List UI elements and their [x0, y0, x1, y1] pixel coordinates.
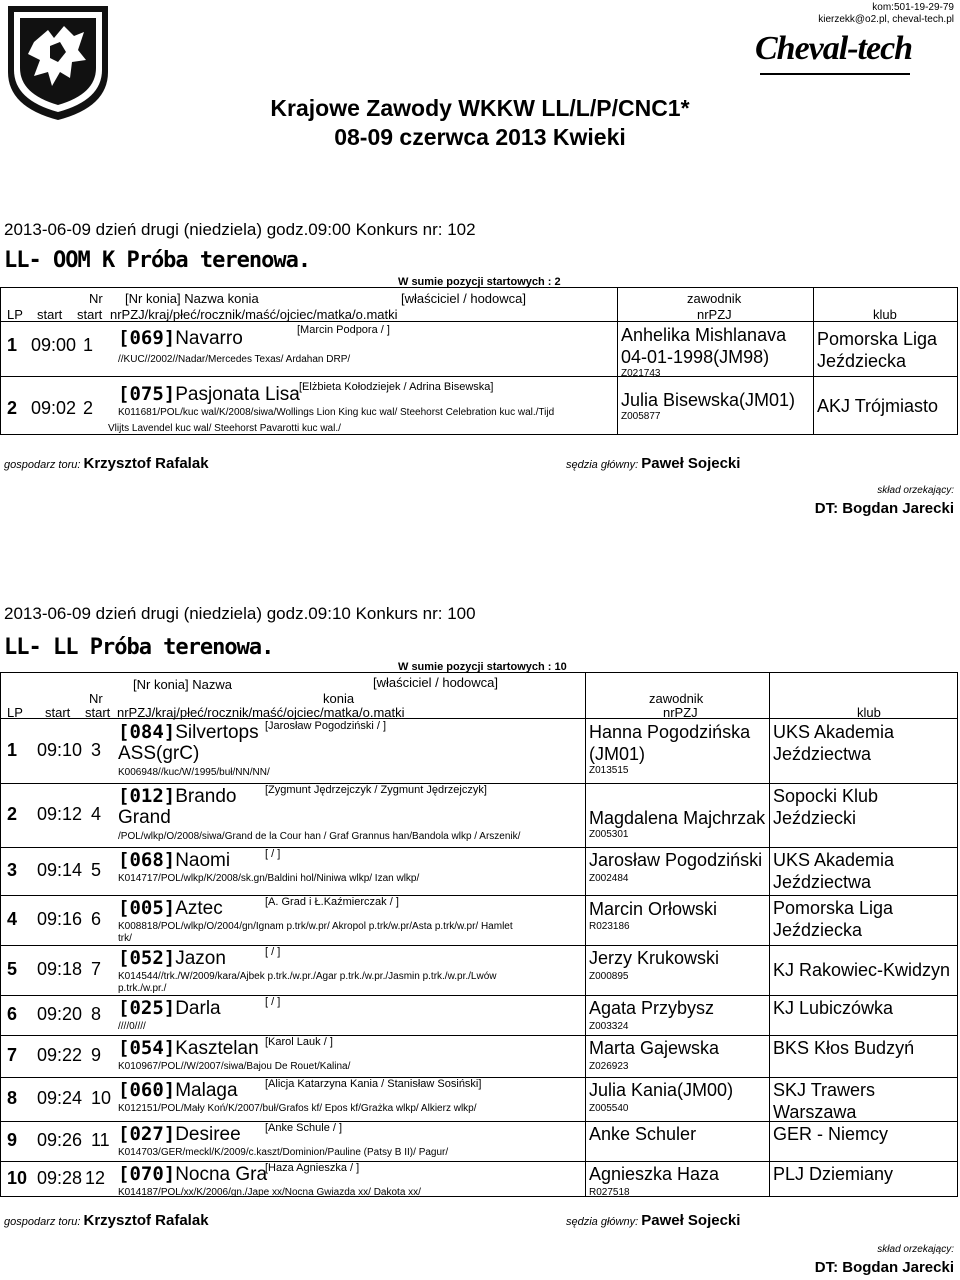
section-1-technical-delegate: DT: Bogdan Jarecki [814, 500, 954, 517]
row-horse [118, 1123, 241, 1146]
row-start-nr: 9 [91, 1045, 102, 1065]
row-rider: Jarosław Pogodziński [589, 850, 763, 870]
row-horse [118, 721, 259, 744]
chief-judge-label: sędzia główny: [566, 459, 639, 471]
row-nrpzj: Z005540 [589, 1103, 629, 1114]
table-row [1, 1035, 957, 1077]
col-nrpzj-header: nrPZJ [697, 307, 732, 322]
row-lp: 5 [7, 959, 18, 979]
horse-number: [068] [118, 849, 176, 871]
row-horse-info: /POL/wlkp/O/2008/siwa/Grand de la Cour han / Graf Grannus han/Bandola wlkp / Arszenik/ [118, 831, 521, 842]
row-horse-info: K014187/POL/xx/K/2006/gn./Jape xx/Nocna Gwiazda xx/ Dakota xx/ [118, 1187, 421, 1198]
row-lp: 6 [7, 1004, 18, 1024]
row-lp: 10 [7, 1168, 28, 1188]
col-owner-header: [właściciel / hodowca] [401, 291, 526, 306]
row-rider-line2: (JM01) [589, 744, 646, 764]
col-club-header: klub [873, 307, 897, 322]
col-nrpzj-header: nrPZJ [663, 705, 698, 720]
row-horse-info: K006948//kuc/W/1995/buł/NN/NN/ [118, 767, 270, 778]
row-owner: [Anke Schule / ] [265, 1122, 343, 1134]
row-rider: Jerzy Krukowski [589, 948, 720, 968]
horse-number: [027] [118, 1123, 176, 1145]
row-lp: 8 [7, 1088, 18, 1108]
row-horse [118, 785, 236, 808]
row-nrpzj: Z002484 [589, 873, 629, 884]
chief-judge-name: Paweł Sojecki [641, 455, 741, 472]
row-owner: [Karol Lauk / ] [265, 1036, 333, 1048]
row-owner: [Zygmunt Jędrzejczyk / Zygmunt Jędrzejczyk] [265, 784, 487, 796]
horse-number: [075] [118, 383, 176, 405]
row-rider: Marta Gajewska [589, 1038, 720, 1058]
row-lp: 1 [7, 335, 18, 355]
horse-number: [005] [118, 897, 176, 919]
row-rider-line2: 04-01-1998(JM98) [621, 347, 770, 367]
row-nrpzj: Z003324 [589, 1021, 629, 1032]
row-horse-info: ////0//// [118, 1021, 146, 1032]
horse-name: Aztec [175, 898, 223, 919]
horse-number: [069] [118, 327, 176, 349]
horse-number: [025] [118, 997, 176, 1019]
row-horse [118, 1163, 267, 1186]
row-horse-info: //KUC//2002//Nadar/Mercedes Texas/ Ardahan DRP/ [118, 354, 351, 365]
horse-name: Jazon [175, 948, 226, 969]
row-rider: Hanna Pogodzińska [589, 722, 751, 742]
table-row [1, 719, 957, 783]
section-2-entry-count: W sumie pozycji startowych : 10 [398, 661, 567, 673]
horse-name: Kasztelan [175, 1038, 259, 1059]
row-start-time: 09:14 [37, 860, 83, 880]
section-1-table [0, 287, 958, 435]
horse-number: [054] [118, 1037, 176, 1059]
row-start-time: 09:02 [31, 398, 77, 418]
section-2-title: LL- LL Próba terenowa. [4, 635, 274, 660]
section-1-footer-judge [566, 455, 740, 472]
row-club: PLJ Dziemiany [773, 1164, 894, 1184]
row-nrpzj: Z005301 [589, 829, 629, 840]
row-nrpzj: R027518 [589, 1187, 630, 1198]
row-horse-info: K012151/POL/Mały Koń/K/2007/buł/Grafos kf/ Epos kf/Grażka wlkp/ Alkierz wlkp/ [118, 1103, 477, 1114]
row-start-nr: 12 [85, 1168, 106, 1188]
col-rider-header: zawodnik [687, 291, 742, 306]
row-horse [118, 1037, 259, 1060]
section-1-panel-label: skład orzekający: [877, 485, 954, 496]
row-nrpzj: R023186 [589, 921, 630, 932]
row-start-nr: 7 [91, 959, 102, 979]
row-start-nr: 5 [91, 860, 102, 880]
contact-email: kierzekk@o2.pl, cheval-tech.pl [818, 14, 954, 25]
row-horse-info: K014703/GER/meckl/K/2009/c.kaszt/Dominion/Pauline (Patsy B II)/ Pagur/ [118, 1147, 449, 1158]
section-1-footer-course [4, 455, 209, 472]
row-club-line2: Jeździectwa [773, 744, 872, 764]
row-start-time: 09:18 [37, 959, 83, 979]
row-lp: 1 [7, 740, 18, 760]
row-club-line2: Jeździectwa [773, 872, 872, 892]
course-designer-label: gospodarz toru: [4, 459, 81, 471]
table-row [1, 995, 957, 1035]
brand-underline [760, 73, 910, 75]
course-designer-label: gospodarz toru: [4, 1216, 81, 1228]
row-lp: 2 [7, 804, 18, 824]
row-start-nr: 8 [91, 1004, 102, 1024]
row-rider: Magdalena Majchrzak [589, 808, 766, 828]
row-horse-name-line2: Grand [118, 807, 171, 828]
row-horse-info: K014717/POL/wlkp/K/2008/sk.gn/Baldini hol/Niniwa wlkp/ Izan wlkp/ [118, 873, 420, 884]
horse-name: Darla [175, 998, 221, 1019]
row-rider: Julia Kania(JM00) [589, 1080, 734, 1100]
row-lp: 4 [7, 909, 18, 929]
row-horse [118, 383, 300, 406]
row-club: Pomorska Liga [773, 898, 894, 918]
horse-name: Silvertops [175, 722, 259, 743]
col-owner-header: [właściciel / hodowca] [373, 675, 498, 690]
row-club: KJ Rakowiec-Kwidzyn [773, 960, 951, 980]
course-designer-name: Krzysztof Rafalak [83, 1212, 209, 1229]
table-row [1, 847, 957, 895]
row-owner: [Marcin Podpora / ] [297, 324, 390, 336]
col-info-header: nrPZJ/kraj/płeć/rocznik/maść/ojciec/matka/o.matki [117, 705, 405, 720]
col-start-nr-header: start [85, 705, 111, 720]
contact-phone: kom:501-19-29-79 [872, 2, 954, 13]
row-owner: [ / ] [265, 946, 281, 958]
row-nrpzj: Z000895 [589, 971, 629, 982]
chief-judge-label: sędzia główny: [566, 1216, 639, 1228]
horse-name: Desiree [175, 1124, 241, 1145]
section-1-title: LL- OOM K Próba terenowa. [4, 248, 311, 273]
row-start-time: 09:26 [37, 1130, 83, 1150]
section-2-footer-course [4, 1212, 209, 1229]
row-start-time: 09:16 [37, 909, 83, 929]
horse-name: Malaga [175, 1080, 238, 1101]
table-row [1, 377, 957, 435]
horse-name: Brando [175, 786, 237, 807]
row-nrpzj: Z005877 [621, 411, 661, 422]
col-horse-header-line2: konia [323, 691, 355, 706]
brand-logo-text: Cheval-tech [755, 30, 913, 67]
col-club-header: klub [857, 705, 881, 720]
row-lp: 7 [7, 1045, 18, 1065]
table-row [1, 1161, 957, 1197]
row-start-time: 09:20 [37, 1004, 83, 1024]
row-owner: [ / ] [265, 996, 281, 1008]
horse-name: Naomi [175, 850, 231, 871]
row-nrpzj: Z013515 [589, 765, 629, 776]
row-rider: Anhelika Mishlanava [621, 325, 787, 345]
row-horse-info: K011681/POL/kuc wal/K/2008/siwa/Wollings Lion King kuc wal/ Steehorst Celebration kuc wal./Tijd [118, 407, 555, 418]
row-owner: [A. Grad i Ł.Kaźmierczak / ] [265, 896, 399, 908]
row-club: AKJ Trójmiasto [817, 396, 939, 416]
row-horse-info: K014544//trk./W/2009/kara/Ajbek p.trk./w.pr./Agar p.trk./w.pr./Jasmin p.trk./w.pr./Lwów [118, 971, 497, 982]
row-club-line2: Jeździecki [773, 808, 857, 828]
row-nrpzj: Z021743 [621, 368, 661, 379]
section-2-technical-delegate: DT: Bogdan Jarecki [814, 1259, 954, 1276]
horse-name: Navarro [175, 328, 243, 349]
row-club: KJ Lubiczówka [773, 998, 894, 1018]
col-start-header: start [45, 705, 71, 720]
row-lp: 3 [7, 860, 18, 880]
row-horse [118, 947, 226, 970]
row-owner: [Haza Agnieszka / ] [265, 1162, 360, 1174]
contact-info [818, 2, 954, 26]
row-start-nr: 6 [91, 909, 102, 929]
row-horse [118, 997, 221, 1020]
row-club-line2: Jeździecka [773, 920, 863, 940]
row-rider: Anke Schuler [589, 1124, 697, 1144]
row-start-nr: 1 [83, 335, 94, 355]
row-start-time: 09:24 [37, 1088, 83, 1108]
row-horse [118, 327, 243, 350]
row-owner: [Jarosław Pogodziński / ] [265, 720, 387, 732]
row-horse [118, 1079, 238, 1102]
horse-number: [070] [118, 1163, 176, 1185]
table-row [1, 1121, 957, 1161]
col-start-header: start [37, 307, 63, 322]
row-club: Sopocki Klub [773, 786, 879, 806]
horse-name: Pasjonata Lisa [175, 384, 300, 405]
row-start-time: 09:28 [37, 1168, 83, 1188]
row-horse-info: K008818/POL/wlkp/O/2004/gn/Ignam p.trk/w.pr/ Akropol p.trk/w.pr/Asta p.trk/w.pr/ Hamlet [118, 921, 513, 932]
row-horse-info-line2: Vlijts Lavendel kuc wal/ Steehorst Pavarotti kuc wal./ [108, 423, 341, 434]
row-club: GER - Niemcy [773, 1124, 889, 1144]
row-club: SKJ Trawers [773, 1080, 876, 1100]
row-horse-info: K010967/POL//W/2007/siwa/Bajou De Rouet/Kalina/ [118, 1061, 351, 1072]
row-horse [118, 897, 223, 920]
col-horse-header: [Nr konia] Nazwa konia [125, 291, 259, 306]
col-nr-header: Nr [89, 291, 103, 306]
row-start-time: 09:00 [31, 335, 77, 355]
row-rider: Marcin Orłowski [589, 899, 718, 919]
row-start-nr: 10 [91, 1088, 112, 1108]
col-horse-header: [Nr konia] Nazwa [133, 677, 232, 692]
row-club: Pomorska Liga [817, 329, 938, 349]
horse-name: Nocna Gra [175, 1164, 268, 1185]
row-start-time: 09:22 [37, 1045, 83, 1065]
section-1-entry-count: W sumie pozycji startowych : 2 [398, 276, 561, 288]
horse-number: [060] [118, 1079, 176, 1101]
row-start-nr: 2 [83, 398, 94, 418]
row-horse-name-line2: ASS(grC) [118, 743, 200, 764]
col-lp-header: LP [7, 307, 23, 322]
table-row [1, 322, 957, 379]
row-start-time: 09:10 [37, 740, 83, 760]
chief-judge-name: Paweł Sojecki [641, 1212, 741, 1229]
event-title: Krajowe Zawody WKKW LL/L/P/CNC1* [270, 95, 690, 121]
event-date: 08-09 czerwca 2013 Kwieki [334, 124, 626, 150]
section-1-date-line: 2013-06-09 dzień drugi (niedziela) godz.09:00 Konkurs nr: 102 [4, 220, 476, 239]
table-row [1, 1077, 957, 1121]
section-2-panel-label: skład orzekający: [877, 1244, 954, 1255]
col-rider-header: zawodnik [649, 691, 704, 706]
col-start-nr-header: start [77, 307, 103, 322]
row-start-nr: 3 [91, 740, 102, 760]
table-row [1, 945, 957, 995]
row-club-line2: Jeździecka [817, 351, 907, 371]
horse-number: [084] [118, 721, 176, 743]
horse-number: [012] [118, 785, 176, 807]
col-lp-header: LP [7, 705, 23, 720]
row-lp: 2 [7, 398, 18, 418]
col-nr-header: Nr [89, 691, 103, 706]
row-start-nr: 11 [91, 1130, 110, 1150]
row-club: UKS Akademia [773, 850, 895, 870]
row-horse [118, 849, 230, 872]
row-club: BKS Kłos Budzyń [773, 1038, 915, 1058]
section-2-date-line: 2013-06-09 dzień drugi (niedziela) godz.09:10 Konkurs nr: 100 [4, 604, 476, 623]
course-designer-name: Krzysztof Rafalak [83, 455, 209, 472]
row-nrpzj: Z026923 [589, 1061, 629, 1072]
row-start-nr: 4 [91, 804, 102, 824]
table-row [1, 895, 957, 945]
row-owner: [ / ] [265, 848, 281, 860]
section-2-table [0, 672, 958, 1197]
row-owner: [Elżbieta Kołodziejek / Adrina Bisewska] [299, 381, 494, 393]
table-row [1, 783, 957, 847]
row-rider: Julia Bisewska(JM01) [621, 390, 796, 410]
row-owner: [Alicja Katarzyna Kania / Stanisław Sosiński] [265, 1078, 482, 1090]
horse-number: [052] [118, 947, 176, 969]
col-info-header: nrPZJ/kraj/płeć/rocznik/maść/ojciec/matka/o.matki [110, 307, 398, 322]
row-club-line2: Warszawa [773, 1102, 857, 1122]
row-lp: 9 [7, 1130, 18, 1150]
row-club: UKS Akademia [773, 722, 895, 742]
row-horse-info-line2: p.trk./w.pr./ [118, 983, 167, 994]
section-2-footer-judge [566, 1212, 740, 1229]
row-start-time: 09:12 [37, 804, 83, 824]
row-rider: Agnieszka Haza [589, 1164, 720, 1184]
row-horse-info-line2: trk/ [118, 933, 132, 944]
row-rider: Agata Przybysz [589, 998, 715, 1018]
